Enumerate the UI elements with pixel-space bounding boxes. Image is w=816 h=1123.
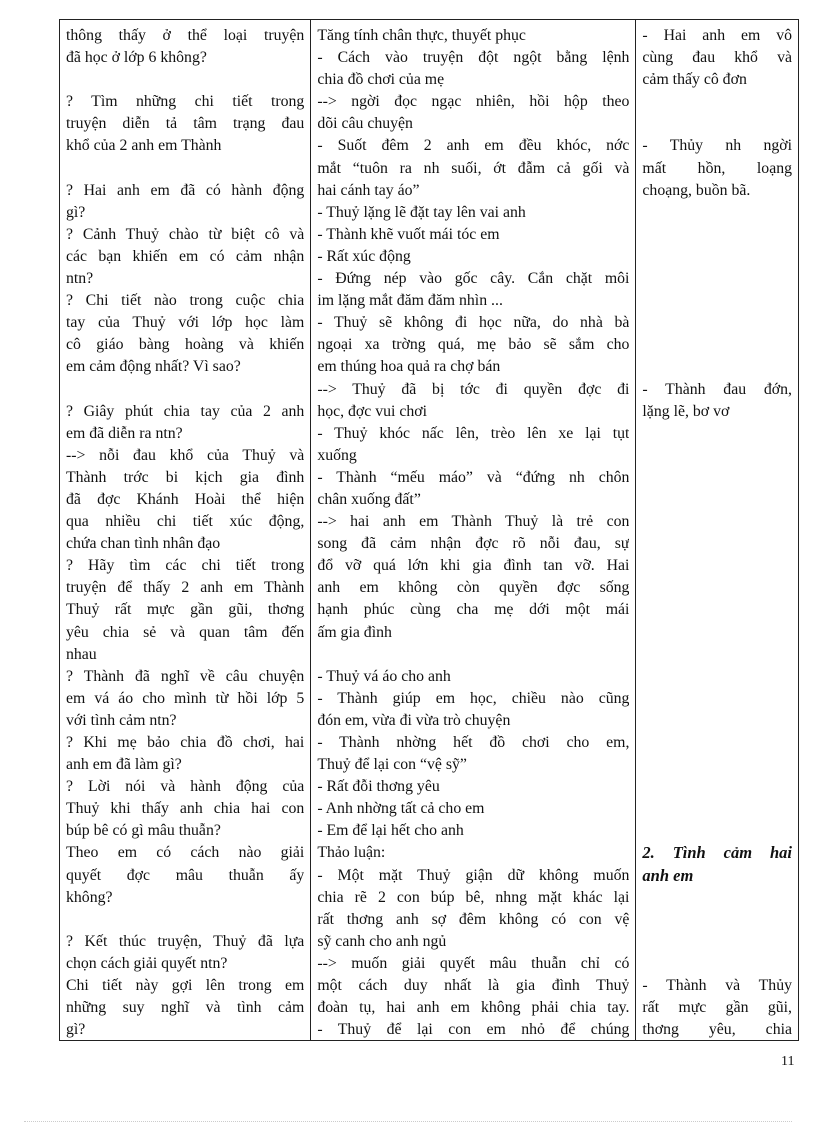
text-line: cùng đau khổ và — [642, 49, 792, 67]
text-line: - Rất xúc động — [317, 247, 411, 265]
text-line: rất mực gần gũi, — [642, 999, 792, 1017]
text-line — [642, 644, 792, 666]
text-line: khổ của 2 anh em Thành — [66, 137, 222, 155]
text-line: học, đợc vui chơi — [317, 402, 428, 420]
text-line: gì? — [66, 203, 86, 221]
text-line — [642, 423, 792, 445]
text-line — [642, 467, 792, 489]
text-line: thơng yêu, chia — [642, 1021, 792, 1039]
text-line: - Rất đỗi thơng yêu — [317, 778, 440, 796]
spacer-line — [642, 953, 792, 975]
text-line — [642, 356, 792, 378]
text-line: --> Thuỷ đã bị tớc đi quyền đợc đi — [317, 380, 630, 398]
text-line: ? Giây phút chia tay của 2 anh — [66, 402, 305, 420]
text-line — [642, 202, 792, 224]
text-line — [642, 246, 792, 268]
text-line — [642, 555, 792, 577]
notes-block-top — [642, 25, 792, 842]
text-line: với tình cảm ntn? — [66, 711, 177, 729]
section-heading-line: 2. Tình cảm hai — [642, 843, 792, 863]
text-line: chứa chan tình nhân đạo — [66, 535, 221, 553]
text-line: ? Kết thúc truyện, Thuỷ đã lựa — [66, 932, 305, 950]
text-line — [642, 577, 792, 599]
text-line: - Em để lại hết cho anh — [317, 822, 464, 840]
spacer-line — [642, 909, 792, 931]
text-line: truyện diễn tả tâm trạng đau — [66, 115, 305, 133]
text-line: - Thuỷ để lại con em nhỏ để chúng — [317, 1021, 630, 1039]
text-line: không? — [66, 888, 113, 906]
text-line: - Đứng nép vào gốc cây. Cắn chặt môi — [317, 270, 630, 288]
text-line: thông thấy ở thể loại truyện — [66, 27, 305, 44]
spacer-line — [642, 931, 792, 953]
page-number: 11 — [781, 1054, 795, 1069]
text-line: cảm thấy cô đơn — [642, 71, 747, 89]
text-line — [642, 334, 792, 356]
text-line: ? Chi tiết nào trong cuộc chia — [66, 292, 305, 310]
text-line: - Thủy nh ngời — [642, 137, 792, 155]
text-line: Thảo luận: — [317, 844, 386, 862]
text-line: rất thơng anh sợ đêm không có con vệ — [317, 910, 630, 928]
text-line: Tăng tính chân thực, thuyết phục — [317, 27, 526, 44]
text-line: - Thành và Thủy — [642, 977, 792, 995]
text-line: yêu chia sẻ và quan tâm đến — [66, 623, 305, 641]
text-line — [642, 754, 792, 776]
text-line: gì? — [66, 1021, 86, 1039]
footer-dotted-rule — [24, 1121, 792, 1122]
text-line: quyết đợc mâu thuẫn ấy — [66, 866, 305, 884]
text-line: nhau — [66, 645, 97, 663]
text-line: ? Lời nói và hành động của — [66, 778, 305, 796]
text-line — [642, 533, 792, 555]
text-line: - Anh nhờng tất cả cho em — [317, 800, 485, 818]
text-line: - Thuỷ lặng lẽ đặt tay lên vai anh — [317, 203, 526, 221]
text-line: truyện để thấy 2 anh em Thành — [66, 579, 305, 597]
text-line: - Thành “mếu máo” và “đứng nh chôn — [317, 468, 630, 486]
text-line — [66, 379, 304, 401]
text-line: mất hồn, loạng — [642, 159, 792, 177]
text-line — [642, 489, 792, 511]
text-line: --> hai anh em Thành Thuỷ là trẻ con — [317, 513, 630, 531]
text-line: chọn cách giải quyết ntn? — [66, 954, 228, 972]
text-line: Thuỷ rất mực gần gũi, thơng — [66, 601, 305, 619]
text-line: chân xuống đất” — [317, 490, 421, 508]
text-line: ? Cảnh Thuỷ chào từ biệt cô và — [66, 225, 305, 243]
text-line: ấm gia đình — [317, 623, 392, 641]
text-line: chia rẽ 2 con búp bê, nhng mặt khác lại — [317, 888, 630, 906]
text-line: ntn? — [66, 270, 94, 288]
text-line — [317, 644, 629, 666]
text-line: các bạn khiến em có cảm nhận — [66, 247, 305, 265]
text-line — [642, 710, 792, 732]
text-line: ? Khi mẹ bảo chia đồ chơi, hai — [66, 734, 305, 751]
text-line — [642, 599, 792, 621]
text-line: Thuỷ khi thấy anh chia hai con — [66, 800, 305, 818]
notes-column — [636, 20, 798, 1040]
answers-column — [311, 20, 636, 1040]
text-line: hai cánh tay áo” — [317, 181, 420, 199]
text-line: choạng, buồn bã. — [642, 181, 751, 199]
text-line: --> ngời đọc ngạc nhiên, hồi hộp theo — [317, 93, 630, 111]
text-line: - Thành giúp em học, chiều nào cũng — [317, 689, 630, 707]
text-line — [66, 69, 304, 91]
text-line: đổ vỡ quá lớn khi gia đình tan vỡ. Hai — [317, 557, 630, 575]
text-line — [642, 113, 792, 135]
text-line: sỹ canh cho anh ngủ — [317, 932, 447, 950]
text-line: đoàn tụ, hai anh em không phải chia tay. — [317, 999, 630, 1017]
text-line: đã học ở lớp 6 không? — [66, 49, 207, 67]
text-line — [66, 909, 304, 931]
text-line: qua nhiều chi tiết xúc động, — [66, 513, 305, 531]
text-line — [642, 688, 792, 710]
text-line — [642, 776, 792, 798]
text-line — [642, 268, 792, 290]
text-line: dõi câu chuyện — [317, 115, 413, 133]
text-line: - Thành đau đớn, — [642, 380, 792, 398]
text-line: - Thuỷ vá áo cho anh — [317, 667, 451, 685]
text-line: - Suốt đêm 2 anh em đều khóc, nớc — [317, 137, 630, 155]
text-line — [642, 666, 792, 688]
text-line: anh em không còn quyền đợc sống — [317, 579, 630, 597]
text-line: Theo em có cách nào giải — [66, 844, 305, 862]
text-line: --> muốn giải quyết mâu thuẫn chỉ có — [317, 954, 630, 972]
text-line: mắt “tuôn ra nh suối, ớt đẫm cả gối và — [317, 159, 630, 177]
questions-column — [60, 20, 311, 1040]
text-line: cô giáo bàng hoàng và khiến — [66, 336, 305, 354]
text-line: - Một mặt Thuỷ giận dữ không muốn — [317, 866, 630, 884]
text-line — [642, 290, 792, 312]
text-line: ? Thành đã nghĩ về câu chuyện — [66, 667, 305, 685]
text-line: - Thành nhờng hết đồ chơi cho em, — [317, 734, 630, 751]
text-line — [642, 798, 792, 820]
text-line: ngoại xa trờng quá, mẹ bảo sẽ sắm cho — [317, 336, 630, 354]
text-line — [642, 312, 792, 334]
text-line: búp bê có gì mâu thuẫn? — [66, 822, 221, 840]
notes-block-bottom — [642, 975, 792, 1040]
text-line — [642, 91, 792, 113]
section-heading — [642, 842, 792, 886]
text-line: Thuỷ để lại con “vệ sỹ” — [317, 756, 467, 774]
text-line: xuống — [317, 446, 357, 464]
text-line: ? Hai anh em đã có hành động — [66, 181, 305, 199]
text-line: - Thuỷ khóc nấc lên, trèo lên xe lại tụt — [317, 424, 630, 442]
section-heading-line: anh em — [642, 865, 694, 885]
text-line: im lặng mắt đăm đăm nhìn ... — [317, 292, 503, 310]
text-line: - Thành khẽ vuốt mái tóc em — [317, 225, 500, 243]
text-line — [642, 511, 792, 533]
text-line: Chi tiết này gợi lên trong em — [66, 977, 305, 995]
text-line: Thành trớc bi kịch gia đình — [66, 468, 305, 486]
text-line: em vá áo cho mình từ hồi lớp 5 — [66, 689, 305, 707]
text-line: lặng lẽ, bơ vơ — [642, 402, 730, 420]
text-line: những suy nghĩ và tình cảm — [66, 999, 305, 1017]
text-line: --> nỗi đau khổ của Thuỷ và — [66, 446, 305, 464]
text-line: song đã cảm nhận đợc rõ nỗi đau, sự — [317, 535, 630, 553]
text-line: em thúng hoa quả ra chợ bán — [317, 358, 501, 376]
text-line: hạnh phúc cùng cha mẹ dới một mái — [317, 601, 630, 619]
text-line: tay của Thuỷ với lớp học làm — [66, 314, 305, 332]
text-line: đã đợc Khánh Hoài thể hiện — [66, 490, 305, 508]
text-line: ? Hãy tìm các chi tiết trong — [66, 557, 305, 575]
text-line: - Hai anh em vô — [642, 27, 792, 44]
text-line: anh em đã làm gì? — [66, 756, 182, 774]
text-line — [642, 820, 792, 842]
text-line: em đã diễn ra ntn? — [66, 424, 183, 442]
text-line — [66, 158, 304, 180]
text-line — [642, 445, 792, 467]
text-line: chia đồ chơi của mẹ — [317, 71, 445, 89]
text-line: - Cách vào truyện đột ngột bằng lệnh — [317, 49, 630, 67]
spacer-line — [642, 887, 792, 909]
text-line — [642, 732, 792, 754]
text-line — [642, 622, 792, 644]
text-line: - Thuỷ sẽ không đi học nữa, do nhà bà — [317, 314, 630, 332]
text-line: một cách duy nhất là gia đình Thuỷ — [317, 977, 630, 995]
content-table — [59, 19, 799, 1041]
text-line: em cảm động nhất? Vì sao? — [66, 358, 241, 376]
text-line: đón em, vừa đi vừa trò chuyện — [317, 711, 511, 729]
text-line — [642, 224, 792, 246]
text-line: ? Tìm những chi tiết trong — [66, 93, 305, 111]
